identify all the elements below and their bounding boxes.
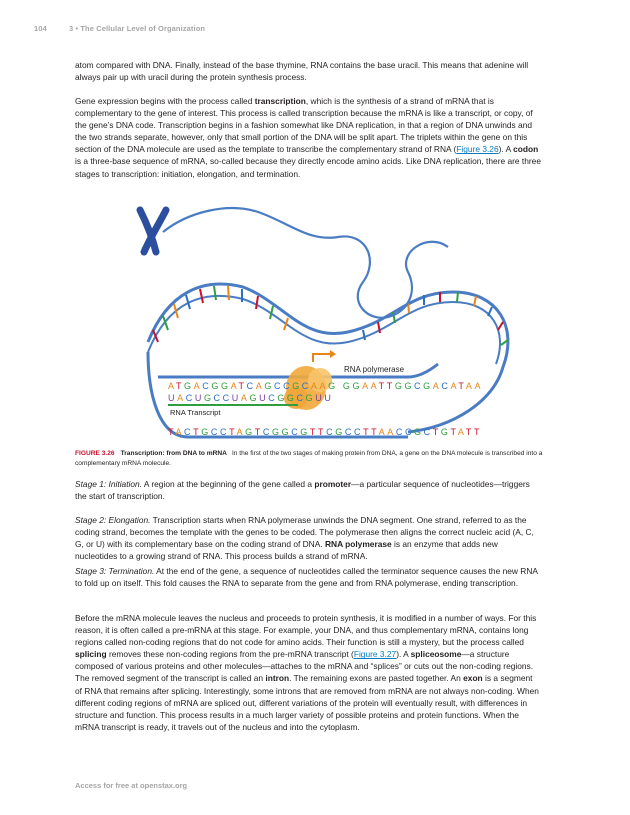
nucleotide-C: C	[268, 393, 278, 403]
nucleotide-A: A	[175, 427, 185, 437]
nucleotide-A: A	[465, 381, 475, 391]
nucleotide-A: A	[387, 427, 396, 437]
nucleotide-G: G	[305, 393, 316, 403]
nucleotide-T: T	[175, 381, 185, 391]
stage-label: Stage 2: Elongation.	[75, 515, 151, 525]
paragraph-6	[75, 612, 541, 733]
nucleotide-T: T	[254, 427, 263, 437]
coding-strand-sequence	[168, 381, 483, 391]
nucleotide-C: C	[291, 427, 301, 437]
label-rna-transcript: RNA Transcript	[170, 408, 221, 417]
nucleotide-A: A	[236, 427, 246, 437]
nucleotide-C: C	[273, 381, 284, 391]
text-run: Transcription starts when RNA polymerase unwinds the DNA segment. One strand, referred to as the coding strand, becomes the template with the genes to be coded. The polymerase then aligns the correct nucleic acid (A, C, G, or U) with its complementary base on the coding strand of DNA.	[75, 515, 534, 550]
term-codon: codon	[513, 144, 539, 155]
term-splicing: splicing	[75, 649, 107, 660]
nucleotide-U: U	[231, 393, 241, 403]
label-rna-polymerase: RNA polymerase	[344, 365, 405, 374]
text-run: —a particular sequence of nucleotides—triggers the start of transcription.	[75, 479, 530, 502]
nucleotide-C: C	[423, 427, 433, 437]
stage-label: Stage 1: Initiation.	[75, 479, 143, 489]
nucleotide-C: C	[395, 427, 405, 437]
nucleotide-U: U	[194, 393, 204, 403]
term-transcription: transcription	[254, 96, 306, 106]
paragraph-initiation	[75, 478, 541, 502]
nucleotide-C: C	[404, 427, 415, 437]
nucleotide-G: G	[352, 381, 363, 391]
nucleotide-G: G	[328, 381, 338, 391]
text-run: ). A	[396, 649, 411, 660]
stage-label: Stage 3: Termination.	[75, 566, 155, 576]
nucleotide-G: G	[203, 393, 214, 403]
nucleotide-T: T	[473, 427, 483, 437]
nucleotide-C: C	[414, 381, 424, 391]
nucleotide-C: C	[202, 381, 212, 391]
nucleotide-T: T	[168, 427, 176, 437]
nucleotide-G: G	[211, 381, 221, 391]
nucleotide-A: A	[370, 381, 379, 391]
nucleotide-C: C	[210, 427, 220, 437]
nucleotide-A: A	[319, 381, 329, 391]
nucleotide-C: C	[344, 427, 354, 437]
nucleotide-C: C	[184, 427, 194, 437]
paragraph-2	[75, 95, 541, 180]
page-footer: Access for free at openstax.org	[75, 781, 188, 790]
term-spliceosome: spliceosome	[410, 649, 462, 660]
text-run: Before the mRNA molecule leaves the nucleus and proceeds to protein synthesis, it is modified in a number of ways. For this reason, it is often called a pre-mRNA at this stage. For example, your DNA, and thus complementary mRNA, contains long regions called non-coding regions that do not code for amino acids. Their function is still a mystery, but the process called	[75, 613, 537, 648]
nucleotide-G: G	[245, 427, 255, 437]
figure-3-27-link[interactable]: Figure 3.27	[353, 649, 397, 660]
paragraph-continuation	[75, 59, 541, 83]
figure-3-26-link[interactable]: Figure 3.26	[456, 144, 499, 155]
template-strand-sequence	[168, 427, 482, 437]
chromosome-icon	[140, 210, 166, 252]
text-run: . The remaining exons are pasted together. An	[289, 673, 464, 684]
nucleotide-G: G	[286, 393, 297, 403]
nucleotide-C: C	[326, 427, 336, 437]
nucleotide-T: T	[229, 427, 237, 437]
nucleotide-T: T	[450, 427, 458, 437]
nucleotide-U: U	[168, 393, 178, 403]
nucleotide-A: A	[474, 381, 484, 391]
nucleotide-G: G	[271, 427, 282, 437]
text-run: Gene expression begins with the process called	[75, 96, 255, 106]
text-run: At the end of the gene, a sequence of nucleotides called the terminator sequence causes the new RNA to fold up on itself. This fold causes the RNA to separate from the gene and from RNA polymerase, ending transcription.	[75, 566, 538, 589]
nucleotide-G: G	[281, 427, 292, 437]
nucleotide-A: A	[432, 381, 442, 391]
nucleotide-T: T	[193, 427, 202, 437]
paragraph-1: atom compared with DNA. Finally, instead of the base thymine, RNA contains the base uracil. This means that adenine will always pair up with uracil during the protein synthesis process.	[75, 60, 529, 83]
nucleotide-G: G	[404, 381, 415, 391]
nucleotide-A: A	[457, 427, 466, 437]
text-run: ). A	[498, 144, 514, 155]
nucleotide-G: G	[394, 381, 405, 391]
nucleotide-T: T	[465, 427, 474, 437]
nucleotide-G: G	[220, 381, 231, 391]
paragraph-5	[75, 565, 541, 589]
nucleotide-T: T	[238, 381, 247, 391]
chromatin-strand	[163, 208, 448, 318]
paragraph-transcription	[75, 95, 541, 180]
nucleotide-C: C	[353, 427, 364, 437]
nucleotide-G: G	[342, 381, 353, 391]
paragraph-3	[75, 478, 541, 502]
paragraph-elongation	[75, 514, 541, 562]
nucleotide-A: A	[450, 381, 459, 391]
nucleotide-C: C	[219, 427, 230, 437]
paragraph-termination	[75, 565, 541, 589]
nucleotide-C: C	[213, 393, 223, 403]
nucleotide-T: T	[363, 427, 372, 437]
text-run: is a segment of RNA that remains after splicing. Interestingly, some introns that are removed from mRNA are not always non-coding. When different coding regions of mRNA are spliced out, different variations of the protein will eventually result, with differences in structure and function. This process results in a much larger variety of possible proteins and protein functions. When the mRNA transcript is ready, it travels out of the nucleus and into the cytoplasm.	[75, 673, 539, 732]
nucleotide-G: G	[414, 427, 424, 437]
nucleotide-A: A	[193, 381, 203, 391]
paragraph-splicing	[75, 612, 541, 733]
nucleotide-A: A	[240, 393, 250, 403]
nucleotide-G: G	[249, 393, 260, 403]
text-run: is a three-base sequence of mRNA, so-called because they directly encode amino acids. Like DNA replication, there are three stages to transcription: initiation, elongation, and termination.	[75, 156, 541, 179]
nucleotide-A: A	[177, 393, 186, 403]
nucleotide-C: C	[301, 381, 311, 391]
nucleotide-T: T	[458, 381, 466, 391]
nucleotide-G: G	[300, 427, 310, 437]
nucleotide-A: A	[255, 381, 265, 391]
nucleotide-C: C	[246, 381, 256, 391]
nucleotide-C: C	[262, 427, 272, 437]
term-rna-polymerase: RNA polymerase	[324, 539, 392, 550]
nucleotide-G: G	[292, 381, 302, 391]
paragraph-4	[75, 514, 541, 562]
term-intron: intron	[265, 673, 290, 684]
dna-diagram	[108, 192, 543, 444]
nucleotide-U: U	[315, 393, 325, 403]
chapter-title: 3 • The Cellular Level of Organization	[69, 24, 206, 33]
text-run: , which is the synthesis of a strand of mRNA that is complementary to the gene of interest. This process is called transcription because the mRNA is like a transcript, or copy, of the gene’s DNA code. Transcription begins in a fashion somewhat like DNA replication, in that a region of DNA unwinds and the two strands separate, however, only that small portion of the DNA will be split apart. The triplets within the gene on this section of the DNA molecule are used as the template to transcribe the complementary strand of RNA (	[75, 96, 533, 155]
nucleotide-T: T	[386, 381, 395, 391]
nucleotide-G: G	[335, 427, 345, 437]
nucleotide-C: C	[283, 381, 293, 391]
text-run: is an enzyme that adds new nucleotides to a growing strand of RNA. This process builds a strand of mRNA.	[75, 539, 498, 562]
nucleotide-C: C	[185, 393, 195, 403]
nucleotide-T: T	[432, 427, 441, 437]
text-run: —a structure composed of various proteins and other molecules—attaches to the mRNA and “splices” or cuts out the non-coding regions. The removed segment of the transcript is called an	[75, 649, 534, 684]
nucleotide-T: T	[309, 427, 319, 437]
nucleotide-T: T	[318, 427, 327, 437]
nucleotide-C: C	[222, 393, 232, 403]
nucleotide-A: A	[230, 381, 239, 391]
text-run: A region at the beginning of the gene called a	[142, 479, 315, 489]
nucleotide-U: U	[324, 393, 334, 403]
nucleotide-T: T	[371, 427, 379, 437]
nucleotide-T: T	[378, 381, 387, 391]
rna-strand-sequence	[168, 393, 333, 403]
nucleotide-G: G	[264, 381, 274, 391]
nucleotide-G: G	[440, 427, 451, 437]
figure-caption-text: In the first of the two stages of making protein from DNA, a gene on the DNA molecule is transcribed into a complementary mRNA molecule.	[75, 450, 543, 467]
page-number: 104	[34, 24, 47, 33]
nucleotide-C: C	[296, 393, 306, 403]
figure-caption	[75, 449, 545, 468]
nucleotide-G: G	[201, 427, 211, 437]
nucleotide-A: A	[168, 381, 176, 391]
nucleotide-U: U	[259, 393, 269, 403]
nucleotide-G: G	[423, 381, 433, 391]
text-run: removes these non-coding regions from the pre-mRNA transcript (	[106, 649, 354, 660]
nucleotide-A: A	[310, 381, 320, 391]
nucleotide-G: G	[184, 381, 194, 391]
figure-title: Transcription: from DNA to mRNA	[120, 450, 227, 457]
figure-label: FIGURE 3.26	[75, 450, 115, 457]
nucleotide-A: A	[362, 381, 371, 391]
running-header	[34, 24, 205, 33]
nucleotide-G: G	[277, 393, 287, 403]
term-exon: exon	[463, 673, 483, 684]
figure-transcription-diagram	[108, 192, 543, 444]
term-promoter: promoter	[314, 479, 352, 489]
nucleotide-C: C	[441, 381, 451, 391]
nucleotide-A: A	[378, 427, 388, 437]
